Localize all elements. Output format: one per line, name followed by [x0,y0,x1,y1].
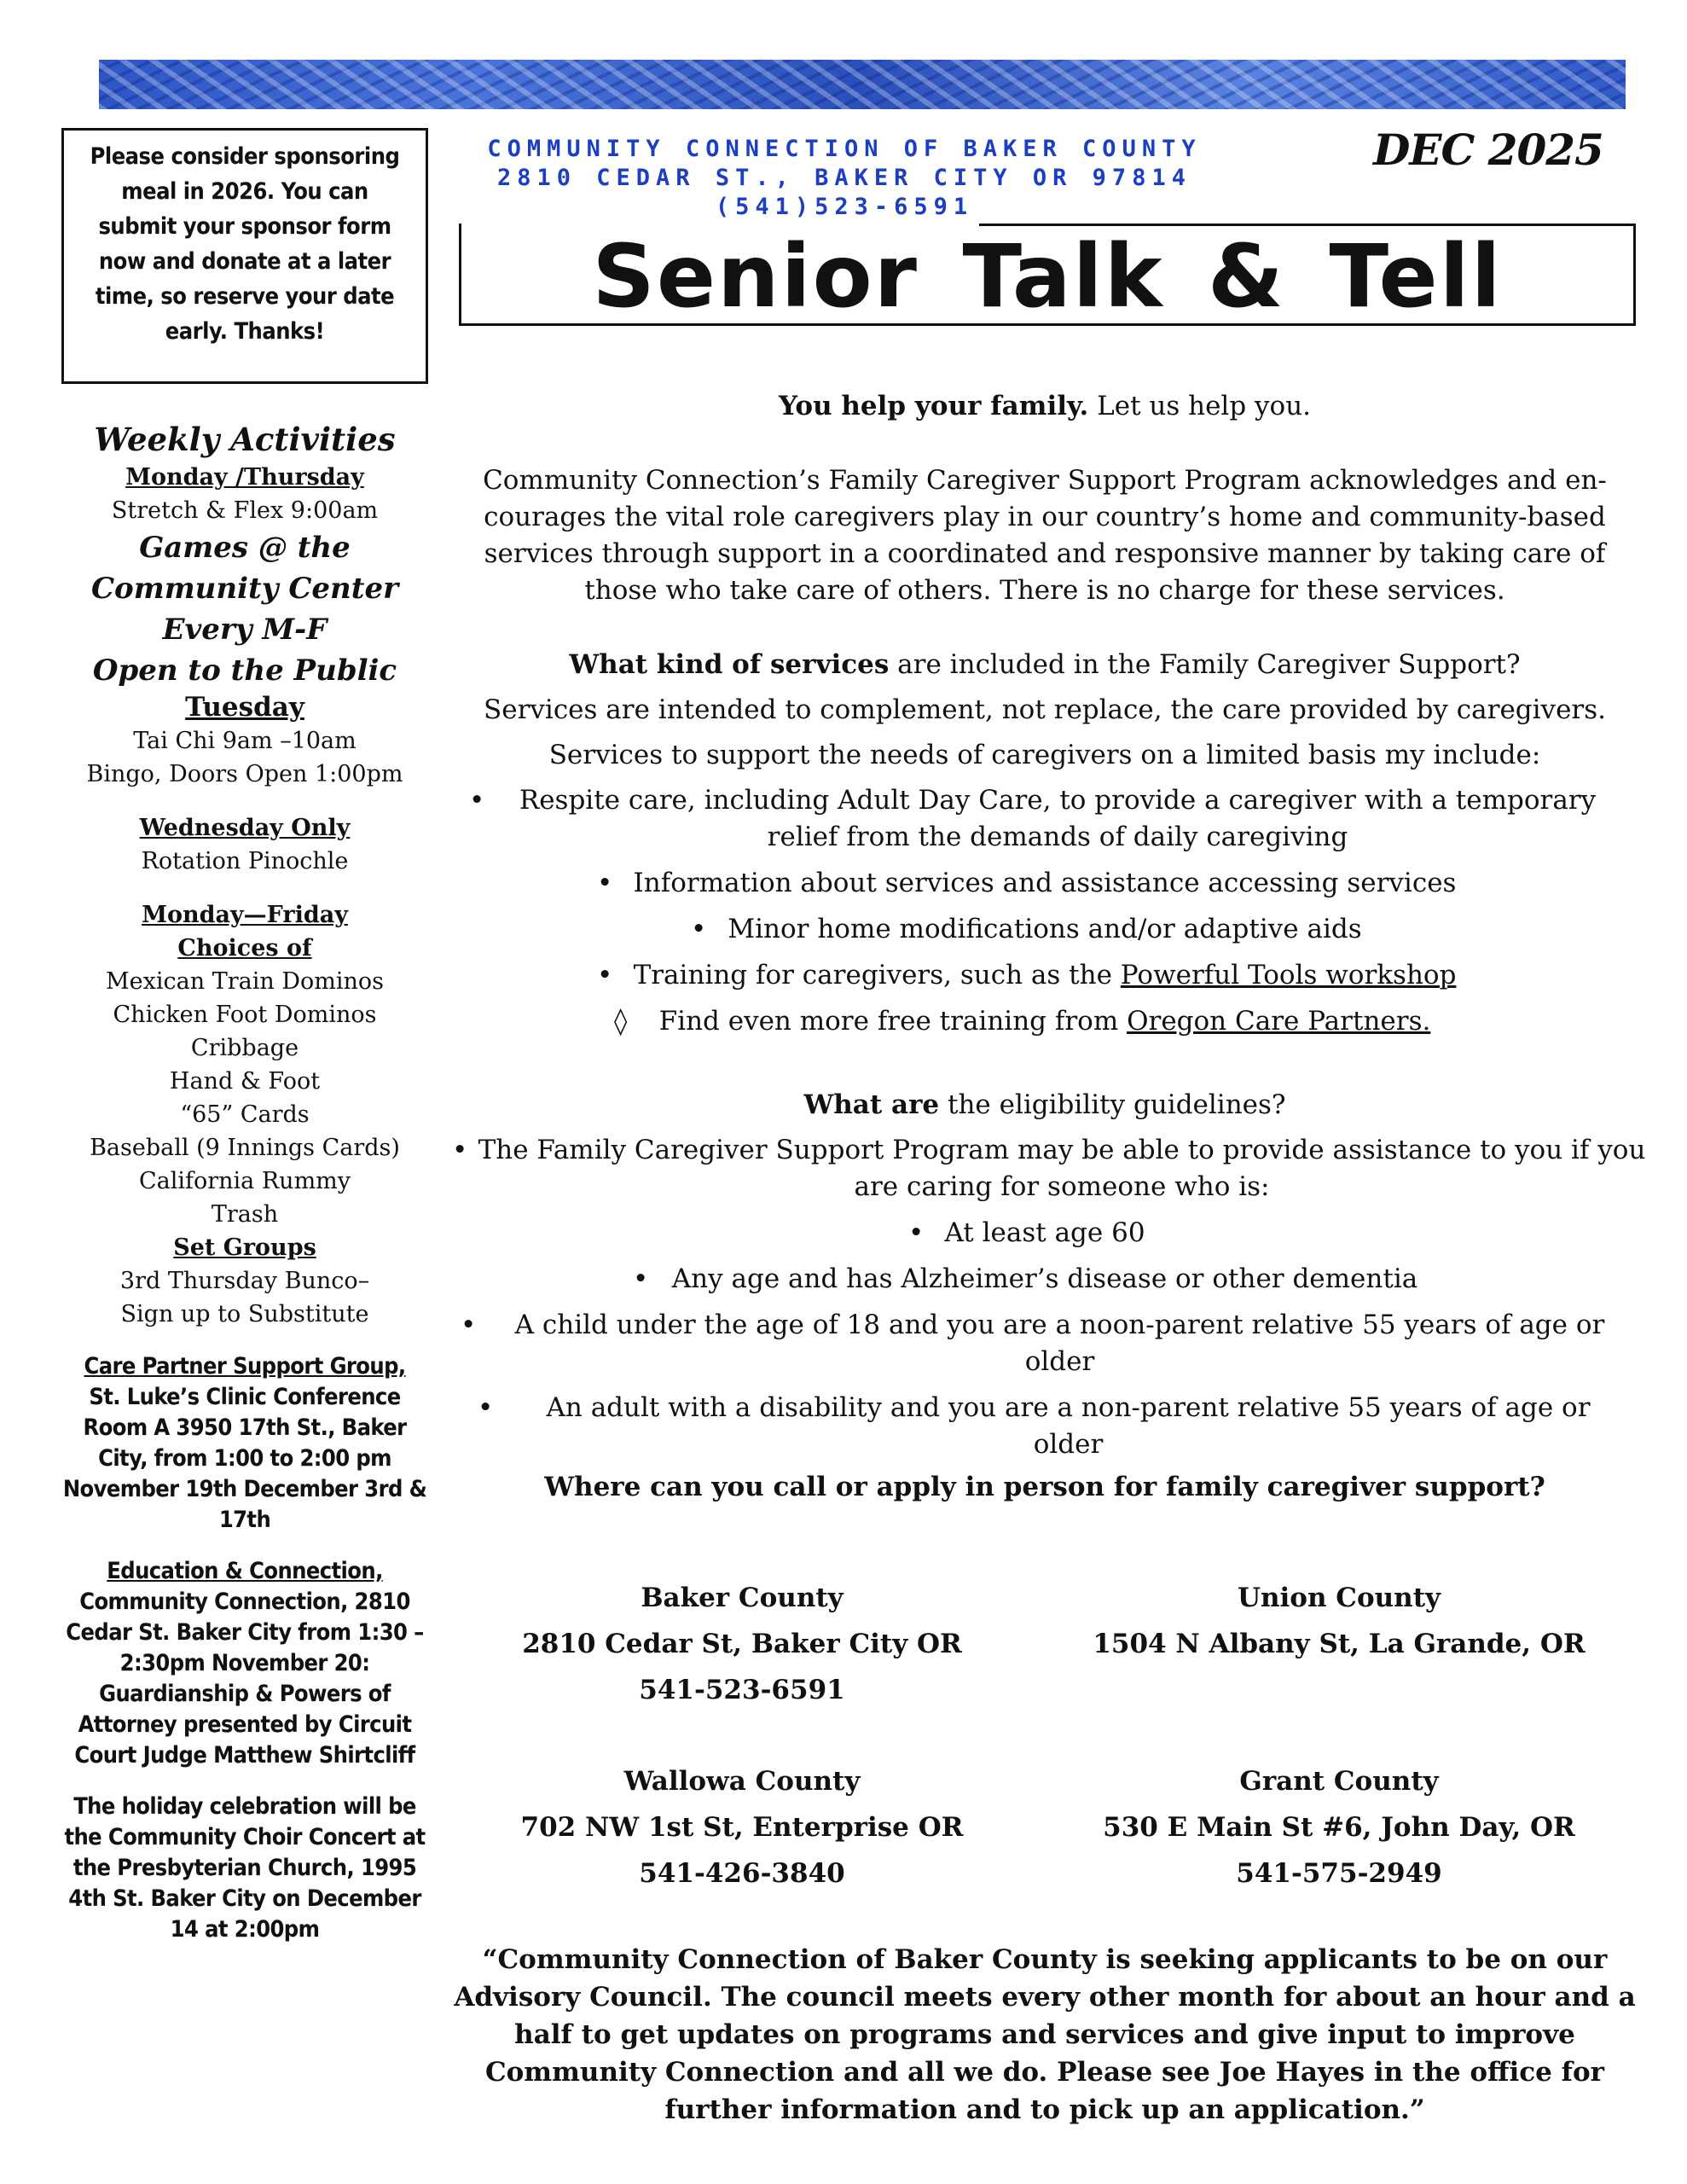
bullet-icon: • [469,785,485,816]
diamond-icon: ◊ [614,1006,628,1037]
intro-line [443,388,1646,425]
main-article [443,388,1646,1506]
game-choice: Trash [211,1201,279,1228]
tuesday-heading: Tuesday [185,692,304,723]
eligibility-age-60: At least age 60 [944,1217,1145,1248]
service-training-text: Training for caregivers, such as the [633,960,1121,990]
games-line-2: Community Center [90,572,398,606]
eligibility-dementia: Any age and has Alzheimer’s disease or other dementia [671,1263,1418,1294]
eligibility-question [443,1087,1646,1124]
wednesday-item: Rotation Pinochle [141,848,349,874]
county-grant [1041,1758,1638,1896]
org-phone: (541)523-6591 [715,194,974,220]
org-name: COMMUNITY CONNECTION OF BAKER COUNTY [487,136,1202,162]
service-more-training-text: Find even more free training from [658,1006,1128,1037]
mon-thu-item: Stretch & Flex 9:00am [111,497,379,524]
services-intro-line-2: Services are intended to complement, not replace, the care provided by caregivers. [483,694,1607,725]
service-home-modifications: Minor home modifications and/or adaptive aids [728,914,1362,944]
game-choice: “65” Cards [180,1101,310,1128]
county-address: 2810 Cedar St, Baker City OR [522,1629,962,1659]
services-question [443,647,1646,683]
county-address: 702 NW 1st St, Enterprise OR [520,1812,964,1843]
education-block [61,1556,428,1771]
header-banner [99,60,1626,109]
services-intro-line-3: Services to support the needs of caregivers on a limited basis my include: [548,740,1541,770]
powerful-tools-link[interactable]: Powerful Tools workshop [1120,960,1457,990]
services-list [443,782,1646,1040]
education-details: Community Connection, 2810 Cedar St. Baker City from 1:30 –2:30pm November 20: Guardianship & Powers of Attorney presented by Circuit Court Judge Matthew Shirtcliff [66,1589,424,1769]
game-choice: Cribbage [190,1035,299,1061]
sponsor-notice-box [61,128,428,384]
weekly-activities-column [61,418,428,1945]
org-header [426,135,1262,222]
list-item [443,1215,1646,1252]
newsletter-title: Senior Talk & Tell [592,226,1503,328]
games-line-4: Open to the Public [92,653,397,688]
service-respite: Respite care, including Adult Day Care, to provide a caregiver with a temporary relief from the demands of daily caregiving [519,785,1597,852]
list-item [443,911,1646,948]
county-wallowa [443,1758,1041,1896]
list-item [443,1307,1646,1380]
county-name: Wallowa County [623,1766,861,1797]
list-item [443,782,1646,856]
mon-thu-heading: Monday /Thursday [125,464,364,491]
intro-bold: You help your family. [778,391,1089,421]
services-question-rest: are included in the Family Caregiver Support? [889,649,1521,680]
eligibility-question-rest: the eligibility guidelines? [939,1089,1286,1120]
oregon-care-partners-link[interactable]: Oregon Care Partners. [1127,1006,1431,1037]
holiday-block [61,1792,428,1945]
eligibility-list [443,1132,1646,1463]
county-address: 1504 N Albany St, La Grande, OR [1093,1629,1586,1659]
county-phone: 541-575-2949 [1236,1858,1442,1889]
issue-date: DEC 2025 [1373,125,1603,175]
list-item [443,1390,1646,1463]
county-address: 530 E Main St #6, John Day, OR [1103,1812,1575,1843]
tuesday-item-1: Tai Chi 9am –10am [133,728,357,754]
game-choice: Mexican Train Dominos [106,968,384,995]
bullet-icon: • [633,1263,649,1294]
advisory-council-notice: “Community Connection of Baker County is seeking applicants to be on our Advisory Council. The council meets every other month for about an hour and a half to get updates on programs and services and give input to improve Community Connection and all we do. Please see Joe Hayes in the office for further information and to pick up an application.” [454,1944,1636,2125]
county-name: Union County [1237,1583,1441,1613]
bullet-icon: • [597,868,613,898]
eligibility-intro: The Family Caregiver Support Program may be able to provide assistance to you if you are caring for someone who is: [478,1135,1646,1202]
bullet-icon: • [461,1310,477,1340]
service-training [443,957,1646,994]
intro-rest: Let us help you. [1088,391,1312,421]
mon-fri-heading: Monday—Friday [142,902,348,928]
county-name: Baker County [641,1583,844,1613]
county-phone: 541-523-6591 [639,1675,845,1705]
list-item [443,1132,1646,1205]
bullet-icon: • [478,1392,494,1423]
bullet-icon: • [908,1217,925,1248]
list-item [443,1003,1646,1040]
service-information: Information about services and assistance accessing services [633,868,1457,898]
choices-heading: Choices of [177,935,312,961]
bullet-icon: • [691,914,707,944]
bullet-icon: • [597,960,613,990]
care-partner-details: St. Luke’s Clinic Conference Room A 3950 17th St., Baker City, from 1:00 to 2:00 pm November 19th December 3rd & 17th [62,1384,427,1533]
list-item [443,957,1646,994]
game-choice: Chicken Foot Dominos [113,1002,377,1028]
set-groups-item-2: Sign up to Substitute [120,1301,369,1327]
list-item [443,865,1646,902]
weekly-activities-heading: Weekly Activities [94,421,396,458]
eligibility-question-bold: What are [803,1089,940,1120]
set-groups-heading: Set Groups [173,1234,316,1261]
games-line-1: Games @ the [139,531,351,565]
sponsor-notice-text: Please consider sponsoring meal in 2026. You can submit your sponsor form now and donate at a later time, so reserve your date early. Thanks! [90,143,400,345]
care-partner-heading: Care Partner Support Group, [84,1353,406,1380]
apply-question: Where can you call or apply in person for family caregiver support? [544,1472,1545,1502]
set-groups-item-1: 3rd Thursday Bunco– [119,1268,370,1294]
game-choice: Hand & Foot [169,1068,321,1095]
list-item [443,1261,1646,1298]
org-address: 2810 CEDAR ST., BAKER CITY OR 97814 [497,165,1191,191]
eligibility-child: A child under the age of 18 and you are a noon-parent relative 55 years of age or older [514,1310,1605,1377]
tuesday-item-2: Bingo, Doors Open 1:00pm [86,761,403,787]
bullet-icon: • [452,1135,468,1165]
county-name: Grant County [1239,1766,1439,1797]
county-baker [443,1575,1041,1713]
game-choice: California Rummy [138,1168,351,1194]
games-line-3: Every M-F [162,613,328,647]
county-union [1041,1575,1638,1667]
education-heading: Education & Connection, [107,1558,383,1584]
care-partner-block [61,1351,428,1536]
holiday-details: The holiday celebration will be the Community Choir Concert at the Presbyterian Church, 1995 4th St. Baker City on December 14 at 2:00pm [64,1793,426,1943]
county-phone: 541-426-3840 [639,1858,845,1889]
eligibility-disability: An adult with a disability and you are a non-parent relative 55 years of age or older [546,1392,1591,1460]
program-description: Community Connection’s Family Caregiver Support Program acknowledges and en-courages the vital role caregivers play in our country’s home and community-based services through support in a coordinated and responsive manner by taking care of those who take care of others. There is no charge for these services. [483,465,1607,606]
services-question-bold: What kind of services [569,649,890,680]
game-choice: Baseball (9 Innings Cards) [90,1135,400,1161]
wednesday-heading: Wednesday Only [139,815,351,841]
